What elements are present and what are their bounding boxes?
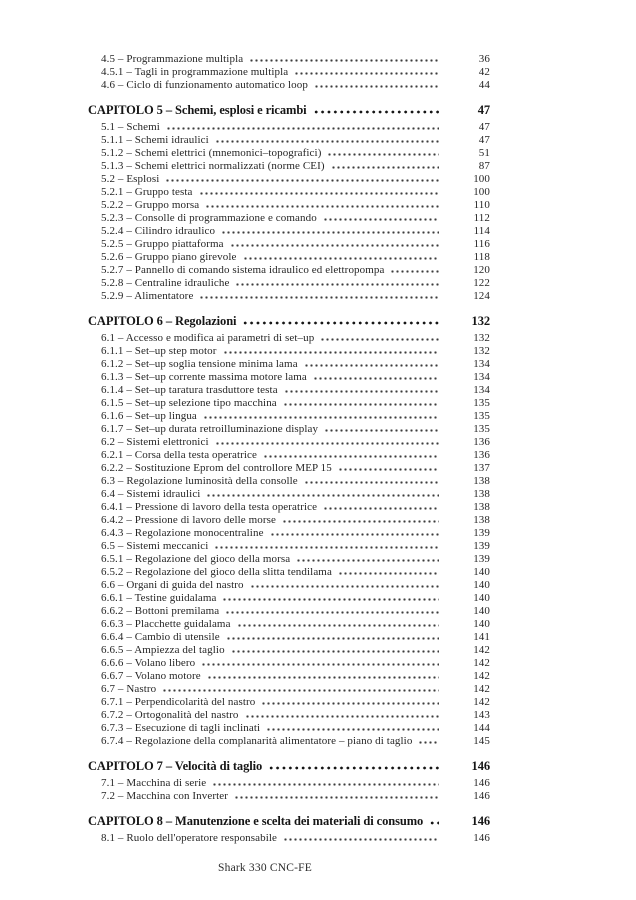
dot-leader bbox=[215, 134, 439, 147]
page-number: 36 bbox=[478, 53, 490, 65]
page-number: 138 bbox=[473, 514, 490, 526]
toc-entry-row bbox=[88, 832, 490, 845]
entry-title: 8.1 – Ruolo dell'operatore responsabile bbox=[101, 832, 278, 844]
dot-leader bbox=[283, 397, 439, 410]
entry-title: 6.1.4 – Set–up taratura trasduttore testa bbox=[101, 384, 278, 396]
dot-leader bbox=[205, 199, 439, 212]
page-number: 142 bbox=[473, 696, 490, 708]
page-number: 118 bbox=[473, 251, 490, 263]
page-number: 138 bbox=[473, 475, 490, 487]
dot-leader bbox=[338, 566, 439, 579]
page-number: 139 bbox=[473, 553, 490, 565]
dot-leader bbox=[282, 514, 439, 527]
page-number: 140 bbox=[473, 592, 490, 604]
page-number: 132 bbox=[471, 314, 490, 328]
page-number: 134 bbox=[473, 384, 490, 396]
toc-entry-row bbox=[88, 527, 490, 540]
page-number: 42 bbox=[478, 66, 490, 78]
dot-leader bbox=[338, 462, 439, 475]
page-number: 146 bbox=[471, 759, 490, 773]
dot-leader bbox=[418, 735, 439, 748]
toc-entry-row bbox=[88, 238, 490, 251]
entry-title: 5.2.7 – Pannello di comando sistema idraulico ed elettropompa bbox=[101, 264, 385, 276]
toc-entry-row bbox=[88, 251, 490, 264]
dot-leader bbox=[268, 758, 439, 775]
dot-leader bbox=[313, 371, 439, 384]
entry-title: 4.5.1 – Tagli in programmazione multipla bbox=[101, 66, 289, 78]
entry-title: 6.6.4 – Cambio di utensile bbox=[101, 631, 220, 643]
toc-entry-row bbox=[88, 553, 490, 566]
page-number: 47 bbox=[478, 134, 490, 146]
dot-leader bbox=[263, 449, 439, 462]
entry-title: 5.2.9 – Alimentatore bbox=[101, 290, 194, 302]
page-number: 100 bbox=[473, 186, 490, 198]
toc-entry-row bbox=[88, 199, 490, 212]
toc-entry-row bbox=[88, 423, 490, 436]
entry-title: 6.2.2 – Sostituzione Eprom del controllore MEP 15 bbox=[101, 462, 332, 474]
dot-leader bbox=[206, 488, 439, 501]
dot-leader bbox=[323, 212, 439, 225]
toc-entry-row bbox=[88, 264, 490, 277]
dot-leader bbox=[327, 147, 439, 160]
entry-title: 5.2.5 – Gruppo piattaforma bbox=[101, 238, 224, 250]
toc-entry-row bbox=[88, 173, 490, 186]
toc-entry-row bbox=[88, 397, 490, 410]
page-number: 132 bbox=[473, 345, 490, 357]
entry-title: 5.2.4 – Cilindro idraulico bbox=[101, 225, 216, 237]
toc-entry-row bbox=[88, 488, 490, 501]
page-number: 139 bbox=[473, 540, 490, 552]
toc-entry-row bbox=[88, 462, 490, 475]
entry-title: 5.1.2 – Schemi elettrici (mnemonici–topografici) bbox=[101, 147, 322, 159]
toc-entry-row bbox=[88, 683, 490, 696]
toc-entry-row bbox=[88, 670, 490, 683]
dot-leader bbox=[165, 173, 439, 186]
dot-leader bbox=[429, 813, 439, 830]
dot-leader bbox=[266, 722, 439, 735]
toc-section bbox=[88, 758, 490, 803]
toc-entry-row bbox=[88, 449, 490, 462]
chapter-heading-row bbox=[88, 758, 490, 775]
entry-title: 6.6.1 – Testine guidalama bbox=[101, 592, 217, 604]
toc-entry-row bbox=[88, 777, 490, 790]
dot-leader bbox=[284, 384, 439, 397]
chapter-heading-row bbox=[88, 313, 490, 330]
entry-title: 6.4.2 – Pressione di lavoro delle morse bbox=[101, 514, 276, 526]
page-number: 135 bbox=[473, 423, 490, 435]
entry-title: 6.6 – Organi di guida del nastro bbox=[101, 579, 244, 591]
toc-section bbox=[88, 813, 490, 845]
toc-entry-row bbox=[88, 514, 490, 527]
toc-entry-row bbox=[88, 66, 490, 79]
entry-title: 5.1 – Schemi bbox=[101, 121, 160, 133]
toc-entry-row bbox=[88, 79, 490, 92]
entry-title: 6.1 – Accesso e modifica ai parametri di set–up bbox=[101, 332, 315, 344]
chapter-title: CAPITOLO 7 – Velocità di taglio bbox=[88, 759, 263, 773]
dot-leader bbox=[249, 53, 439, 66]
entry-title: 5.2.2 – Gruppo morsa bbox=[101, 199, 200, 211]
dot-leader bbox=[221, 225, 439, 238]
dot-leader bbox=[324, 423, 439, 436]
dot-leader bbox=[304, 358, 439, 371]
chapter-title: CAPITOLO 6 – Regolazioni bbox=[88, 314, 237, 328]
dot-leader bbox=[270, 527, 439, 540]
dot-leader bbox=[214, 540, 439, 553]
entry-title: 6.3 – Regolazione luminosità della consolle bbox=[101, 475, 298, 487]
toc-entry-row bbox=[88, 332, 490, 345]
dot-leader bbox=[313, 102, 439, 119]
entry-title: 5.1.3 – Schemi elettrici normalizzati (norme CEI) bbox=[101, 160, 325, 172]
page-number: 135 bbox=[473, 397, 490, 409]
entry-title: 6.6.6 – Volano libero bbox=[101, 657, 196, 669]
entry-title: 6.7.4 – Regolazione della complanarità alimentatore – piano di taglio bbox=[101, 735, 413, 747]
toc-entry-row bbox=[88, 579, 490, 592]
page-number: 44 bbox=[478, 79, 490, 91]
dot-leader bbox=[242, 313, 439, 330]
entry-title: 6.2 – Sistemi elettronici bbox=[101, 436, 209, 448]
dot-leader bbox=[320, 332, 439, 345]
entry-title: 5.2.3 – Consolle di programmazione e comando bbox=[101, 212, 317, 224]
toc-entry-row bbox=[88, 225, 490, 238]
dot-leader bbox=[314, 79, 439, 92]
page-number: 136 bbox=[473, 449, 490, 461]
toc-entry-row bbox=[88, 371, 490, 384]
entry-title: 6.1.6 – Set–up lingua bbox=[101, 410, 197, 422]
entry-title: 6.4.3 – Regolazione monocentraline bbox=[101, 527, 264, 539]
entry-title: 4.5 – Programmazione multipla bbox=[101, 53, 244, 65]
dot-leader bbox=[323, 501, 439, 514]
page-number: 87 bbox=[478, 160, 490, 172]
dot-leader bbox=[294, 66, 439, 79]
toc-entry-row bbox=[88, 53, 490, 66]
entry-title: 6.4.1 – Pressione di lavoro della testa operatrice bbox=[101, 501, 318, 513]
chapter-heading-row bbox=[88, 813, 490, 830]
toc-entry-row bbox=[88, 212, 490, 225]
page-number: 146 bbox=[473, 790, 490, 802]
toc-entry-row bbox=[88, 290, 490, 303]
dot-leader bbox=[201, 657, 439, 670]
toc-entry-row bbox=[88, 790, 490, 803]
toc-section bbox=[88, 313, 490, 748]
dot-leader bbox=[226, 631, 439, 644]
dot-leader bbox=[199, 186, 439, 199]
toc-entry-row bbox=[88, 540, 490, 553]
toc-entry-row bbox=[88, 631, 490, 644]
toc-entry-row bbox=[88, 345, 490, 358]
toc-entry-row bbox=[88, 134, 490, 147]
page-number: 132 bbox=[473, 332, 490, 344]
table-of-contents bbox=[88, 53, 490, 845]
page-number: 142 bbox=[473, 657, 490, 669]
page-number: 100 bbox=[473, 173, 490, 185]
toc-entry-row bbox=[88, 475, 490, 488]
dot-leader bbox=[230, 238, 439, 251]
entry-title: 6.2.1 – Corsa della testa operatrice bbox=[101, 449, 258, 461]
page-number: 146 bbox=[473, 832, 490, 844]
toc-entry-row bbox=[88, 644, 490, 657]
page-number: 110 bbox=[473, 199, 490, 211]
toc-entry-row bbox=[88, 592, 490, 605]
page-number: 112 bbox=[473, 212, 490, 224]
toc-entry-row bbox=[88, 696, 490, 709]
dot-leader bbox=[222, 592, 439, 605]
page-number: 136 bbox=[473, 436, 490, 448]
page-number: 140 bbox=[473, 605, 490, 617]
page-number: 138 bbox=[473, 501, 490, 513]
entry-title: 4.6 – Ciclo di funzionamento automatico loop bbox=[101, 79, 308, 91]
page-number: 114 bbox=[473, 225, 490, 237]
dot-leader bbox=[261, 696, 439, 709]
entry-title: 6.7.2 – Ortogonalità del nastro bbox=[101, 709, 239, 721]
toc-entry-row bbox=[88, 160, 490, 173]
toc-entry-row bbox=[88, 501, 490, 514]
toc-entry-row bbox=[88, 277, 490, 290]
entry-title: 6.6.2 – Bottoni premilama bbox=[101, 605, 220, 617]
entry-title: 6.5.2 – Regolazione del gioco della slitta tendilama bbox=[101, 566, 332, 578]
entry-title: 6.5 – Sistemi meccanici bbox=[101, 540, 209, 552]
toc-section bbox=[88, 102, 490, 303]
page-number: 116 bbox=[473, 238, 490, 250]
dot-leader bbox=[215, 436, 439, 449]
toc-entry-row bbox=[88, 709, 490, 722]
toc-entry-row bbox=[88, 605, 490, 618]
chapter-title: CAPITOLO 8 – Manutenzione e scelta dei materiali di consumo bbox=[88, 814, 424, 828]
page-number: 47 bbox=[477, 103, 490, 117]
entry-title: 6.6.5 – Ampiezza del taglio bbox=[101, 644, 225, 656]
toc-entry-row bbox=[88, 186, 490, 199]
toc-entry-row bbox=[88, 735, 490, 748]
entry-title: 7.2 – Macchina con Inverter bbox=[101, 790, 229, 802]
page-number: 143 bbox=[473, 709, 490, 721]
page-number: 144 bbox=[473, 722, 490, 734]
page-number: 146 bbox=[473, 777, 490, 789]
entry-title: 5.2.6 – Gruppo piano girevole bbox=[101, 251, 237, 263]
dot-leader bbox=[243, 251, 440, 264]
entry-title: 6.4 – Sistemi idraulici bbox=[101, 488, 201, 500]
toc-entry-row bbox=[88, 618, 490, 631]
toc-entry-row bbox=[88, 410, 490, 423]
page-number: 146 bbox=[471, 814, 490, 828]
page-number: 120 bbox=[473, 264, 490, 276]
dot-leader bbox=[237, 618, 439, 631]
page-number: 47 bbox=[478, 121, 490, 133]
dot-leader bbox=[331, 160, 439, 173]
dot-leader bbox=[203, 410, 439, 423]
chapter-heading-row bbox=[88, 102, 490, 119]
toc-entry-row bbox=[88, 358, 490, 371]
page-number: 138 bbox=[473, 488, 490, 500]
entry-title: 6.1.3 – Set–up corrente massima motore lama bbox=[101, 371, 307, 383]
page-number: 142 bbox=[473, 670, 490, 682]
dot-leader bbox=[235, 277, 439, 290]
dot-leader bbox=[296, 553, 439, 566]
entry-title: 6.1.1 – Set–up step motor bbox=[101, 345, 217, 357]
dot-leader bbox=[223, 345, 439, 358]
dot-leader bbox=[207, 670, 439, 683]
entry-title: 5.1.1 – Schemi idraulici bbox=[101, 134, 209, 146]
page-number: 142 bbox=[473, 644, 490, 656]
dot-leader bbox=[250, 579, 439, 592]
entry-title: 6.7 – Nastro bbox=[101, 683, 157, 695]
page-number: 140 bbox=[473, 579, 490, 591]
page-number: 134 bbox=[473, 358, 490, 370]
entry-title: 6.1.7 – Set–up durata retroilluminazione display bbox=[101, 423, 319, 435]
toc-entry-row bbox=[88, 121, 490, 134]
dot-leader bbox=[390, 264, 439, 277]
page-number: 145 bbox=[473, 735, 490, 747]
entry-title: 6.1.2 – Set–up soglia tensione minima lama bbox=[101, 358, 298, 370]
dot-leader bbox=[199, 290, 439, 303]
page-number: 122 bbox=[473, 277, 490, 289]
entry-title: 6.7.3 – Esecuzione di tagli inclinati bbox=[101, 722, 261, 734]
dot-leader bbox=[166, 121, 439, 134]
dot-leader bbox=[231, 644, 439, 657]
page-number: 134 bbox=[473, 371, 490, 383]
dot-leader bbox=[234, 790, 439, 803]
page-number: 124 bbox=[473, 290, 490, 302]
toc-entry-row bbox=[88, 566, 490, 579]
dot-leader bbox=[225, 605, 439, 618]
page-number: 51 bbox=[478, 147, 490, 159]
entry-title: 5.2.1 – Gruppo testa bbox=[101, 186, 193, 198]
entry-title: 6.1.5 – Set–up selezione tipo macchina bbox=[101, 397, 277, 409]
entry-title: 6.7.1 – Perpendicolarità del nastro bbox=[101, 696, 256, 708]
toc-entry-row bbox=[88, 436, 490, 449]
entry-title: 5.2.8 – Centraline idrauliche bbox=[101, 277, 230, 289]
toc-section bbox=[88, 53, 490, 92]
chapter-title: CAPITOLO 5 – Schemi, esplosi e ricambi bbox=[88, 103, 307, 117]
dot-leader bbox=[212, 777, 439, 790]
entry-title: 6.6.7 – Volano motore bbox=[101, 670, 201, 682]
page-number: 142 bbox=[473, 683, 490, 695]
dot-leader bbox=[304, 475, 439, 488]
page-footer bbox=[88, 862, 442, 874]
dot-leader bbox=[283, 832, 439, 845]
page-number: 140 bbox=[473, 566, 490, 578]
entry-title: 5.2 – Esplosi bbox=[101, 173, 160, 185]
footer-text: Shark 330 CNC-FE bbox=[218, 862, 312, 874]
dot-leader bbox=[245, 709, 439, 722]
toc-entry-row bbox=[88, 722, 490, 735]
entry-title: 7.1 – Macchina di serie bbox=[101, 777, 207, 789]
dot-leader bbox=[162, 683, 439, 696]
page-number: 139 bbox=[473, 527, 490, 539]
entry-title: 6.5.1 – Regolazione del gioco della morsa bbox=[101, 553, 291, 565]
page-number: 140 bbox=[473, 618, 490, 630]
page-number: 137 bbox=[473, 462, 490, 474]
toc-entry-row bbox=[88, 147, 490, 160]
toc-entry-row bbox=[88, 384, 490, 397]
page-number: 141 bbox=[473, 631, 490, 643]
entry-title: 6.6.3 – Placchette guidalama bbox=[101, 618, 231, 630]
toc-entry-row bbox=[88, 657, 490, 670]
page-number: 135 bbox=[473, 410, 490, 422]
